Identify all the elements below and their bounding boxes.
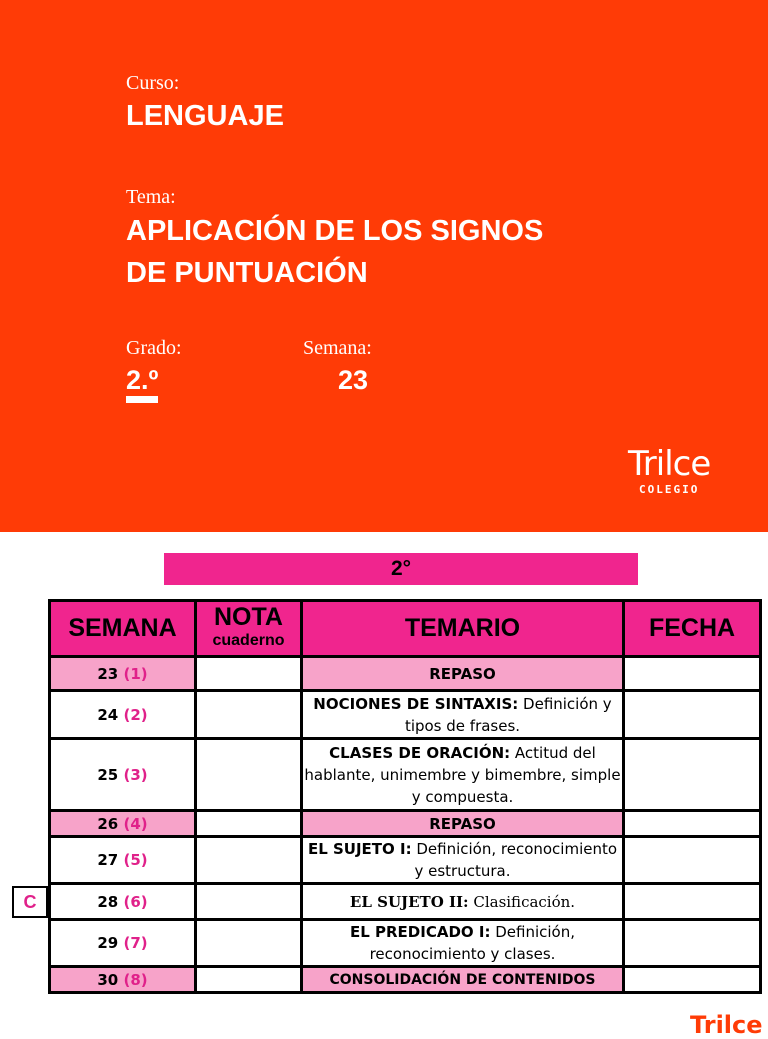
week-number: 28 bbox=[97, 892, 119, 911]
week-cell bbox=[50, 920, 196, 967]
nota-cell[interactable] bbox=[196, 739, 302, 811]
week-number: 24 bbox=[97, 705, 119, 724]
week-cell bbox=[50, 811, 196, 837]
nota-cell[interactable] bbox=[196, 691, 302, 739]
corner-logo-text: Trilce bbox=[690, 1011, 763, 1039]
week-label: Semana: bbox=[303, 337, 372, 359]
week-number: 27 bbox=[97, 851, 119, 869]
week-number: 26 bbox=[97, 814, 119, 833]
table-row bbox=[50, 657, 761, 691]
topic-line-2: DE PUNTUACIÓN bbox=[126, 257, 368, 289]
week-number: 30 bbox=[97, 970, 119, 989]
topic-title: NOCIONES DE SINTAXIS: bbox=[313, 694, 519, 713]
week-number: 23 bbox=[97, 664, 119, 683]
table-header-row bbox=[50, 601, 761, 657]
section-separator bbox=[0, 532, 768, 546]
week-cell bbox=[50, 657, 196, 691]
header-nota-title: NOTA bbox=[214, 602, 283, 631]
session-number: (8) bbox=[123, 970, 148, 989]
header-temario: TEMARIO bbox=[302, 601, 624, 657]
nota-cell[interactable] bbox=[196, 884, 302, 920]
week-number: 29 bbox=[97, 934, 119, 952]
session-number: (3) bbox=[123, 765, 148, 784]
current-week-marker: C bbox=[12, 886, 48, 918]
topic-title: REPASO bbox=[429, 664, 496, 683]
course-value: LENGUAJE bbox=[126, 100, 284, 132]
topic-cell bbox=[302, 837, 624, 884]
header-nota-sub: cuaderno bbox=[212, 631, 285, 649]
nota-cell[interactable] bbox=[196, 920, 302, 967]
fecha-cell[interactable] bbox=[624, 811, 761, 837]
topic-detail: Actitud del hablante, unimembre y bimembre, simple y compuesta. bbox=[304, 743, 621, 806]
topic-title: CONSOLIDACIÓN DE CONTENIDOS bbox=[329, 972, 596, 988]
table-row bbox=[50, 837, 761, 884]
fecha-cell[interactable] bbox=[624, 967, 761, 993]
topic-title: EL SUJETO I: bbox=[307, 840, 412, 858]
topic-line-1: APLICACIÓN DE LOS SIGNOS bbox=[126, 215, 544, 247]
week-cell bbox=[50, 739, 196, 811]
session-number: (1) bbox=[123, 664, 148, 683]
topic-detail: Definición, reconocimiento y estructura. bbox=[411, 840, 618, 880]
nota-cell[interactable] bbox=[196, 837, 302, 884]
topic-cell bbox=[302, 657, 624, 691]
trilce-logo bbox=[628, 445, 710, 496]
topic-cell bbox=[302, 739, 624, 811]
grade-underline bbox=[126, 396, 158, 403]
fecha-cell[interactable] bbox=[624, 657, 761, 691]
table-row bbox=[50, 691, 761, 739]
session-number: (7) bbox=[123, 934, 148, 952]
topic-cell bbox=[302, 691, 624, 739]
topic-label: Tema: bbox=[126, 186, 176, 208]
topic-detail: Definición y tipos de frases. bbox=[404, 694, 612, 735]
table-row bbox=[50, 920, 761, 967]
topic-title: REPASO bbox=[429, 814, 496, 833]
grade-label: Grado: bbox=[126, 337, 182, 359]
logo-subtitle: COLEGIO bbox=[639, 483, 700, 496]
topic-detail: Clasificación. bbox=[468, 892, 576, 911]
fecha-cell[interactable] bbox=[624, 691, 761, 739]
nota-cell[interactable] bbox=[196, 811, 302, 837]
topic-detail: Definición, reconocimiento y clases. bbox=[369, 923, 576, 963]
week-cell bbox=[50, 884, 196, 920]
table-row bbox=[50, 739, 761, 811]
header-semana: SEMANA bbox=[50, 601, 196, 657]
table-row bbox=[50, 967, 761, 993]
table-row bbox=[50, 811, 761, 837]
topic-cell bbox=[302, 811, 624, 837]
topic-title: EL PREDICADO I: bbox=[349, 923, 491, 941]
fecha-cell[interactable] bbox=[624, 920, 761, 967]
week-cell bbox=[50, 691, 196, 739]
session-number: (4) bbox=[123, 814, 148, 833]
topic-title: CLASES DE ORACIÓN: bbox=[329, 743, 511, 762]
topic-cell bbox=[302, 920, 624, 967]
table-row bbox=[50, 884, 761, 920]
header-nota bbox=[196, 601, 302, 657]
corner-logo-fragment bbox=[690, 1011, 763, 1039]
grade-bar: 2° bbox=[164, 553, 638, 585]
topic-title: EL SUJETO II: bbox=[349, 892, 469, 911]
grade-value: 2.º bbox=[126, 365, 159, 395]
topic-cell bbox=[302, 967, 624, 993]
week-number: 25 bbox=[97, 765, 119, 784]
header-fecha: FECHA bbox=[624, 601, 761, 657]
session-number: (6) bbox=[123, 892, 148, 911]
fecha-cell[interactable] bbox=[624, 837, 761, 884]
fecha-cell[interactable] bbox=[624, 884, 761, 920]
week-value: 23 bbox=[338, 365, 369, 395]
week-cell bbox=[50, 837, 196, 884]
logo-wordmark: Trilce bbox=[628, 444, 711, 484]
nota-cell[interactable] bbox=[196, 657, 302, 691]
course-label: Curso: bbox=[126, 72, 180, 94]
week-cell bbox=[50, 967, 196, 993]
topic-cell bbox=[302, 884, 624, 920]
session-number: (2) bbox=[123, 705, 148, 724]
fecha-cell[interactable] bbox=[624, 739, 761, 811]
schedule-table bbox=[48, 599, 762, 994]
nota-cell[interactable] bbox=[196, 967, 302, 993]
session-number: (5) bbox=[123, 851, 148, 869]
